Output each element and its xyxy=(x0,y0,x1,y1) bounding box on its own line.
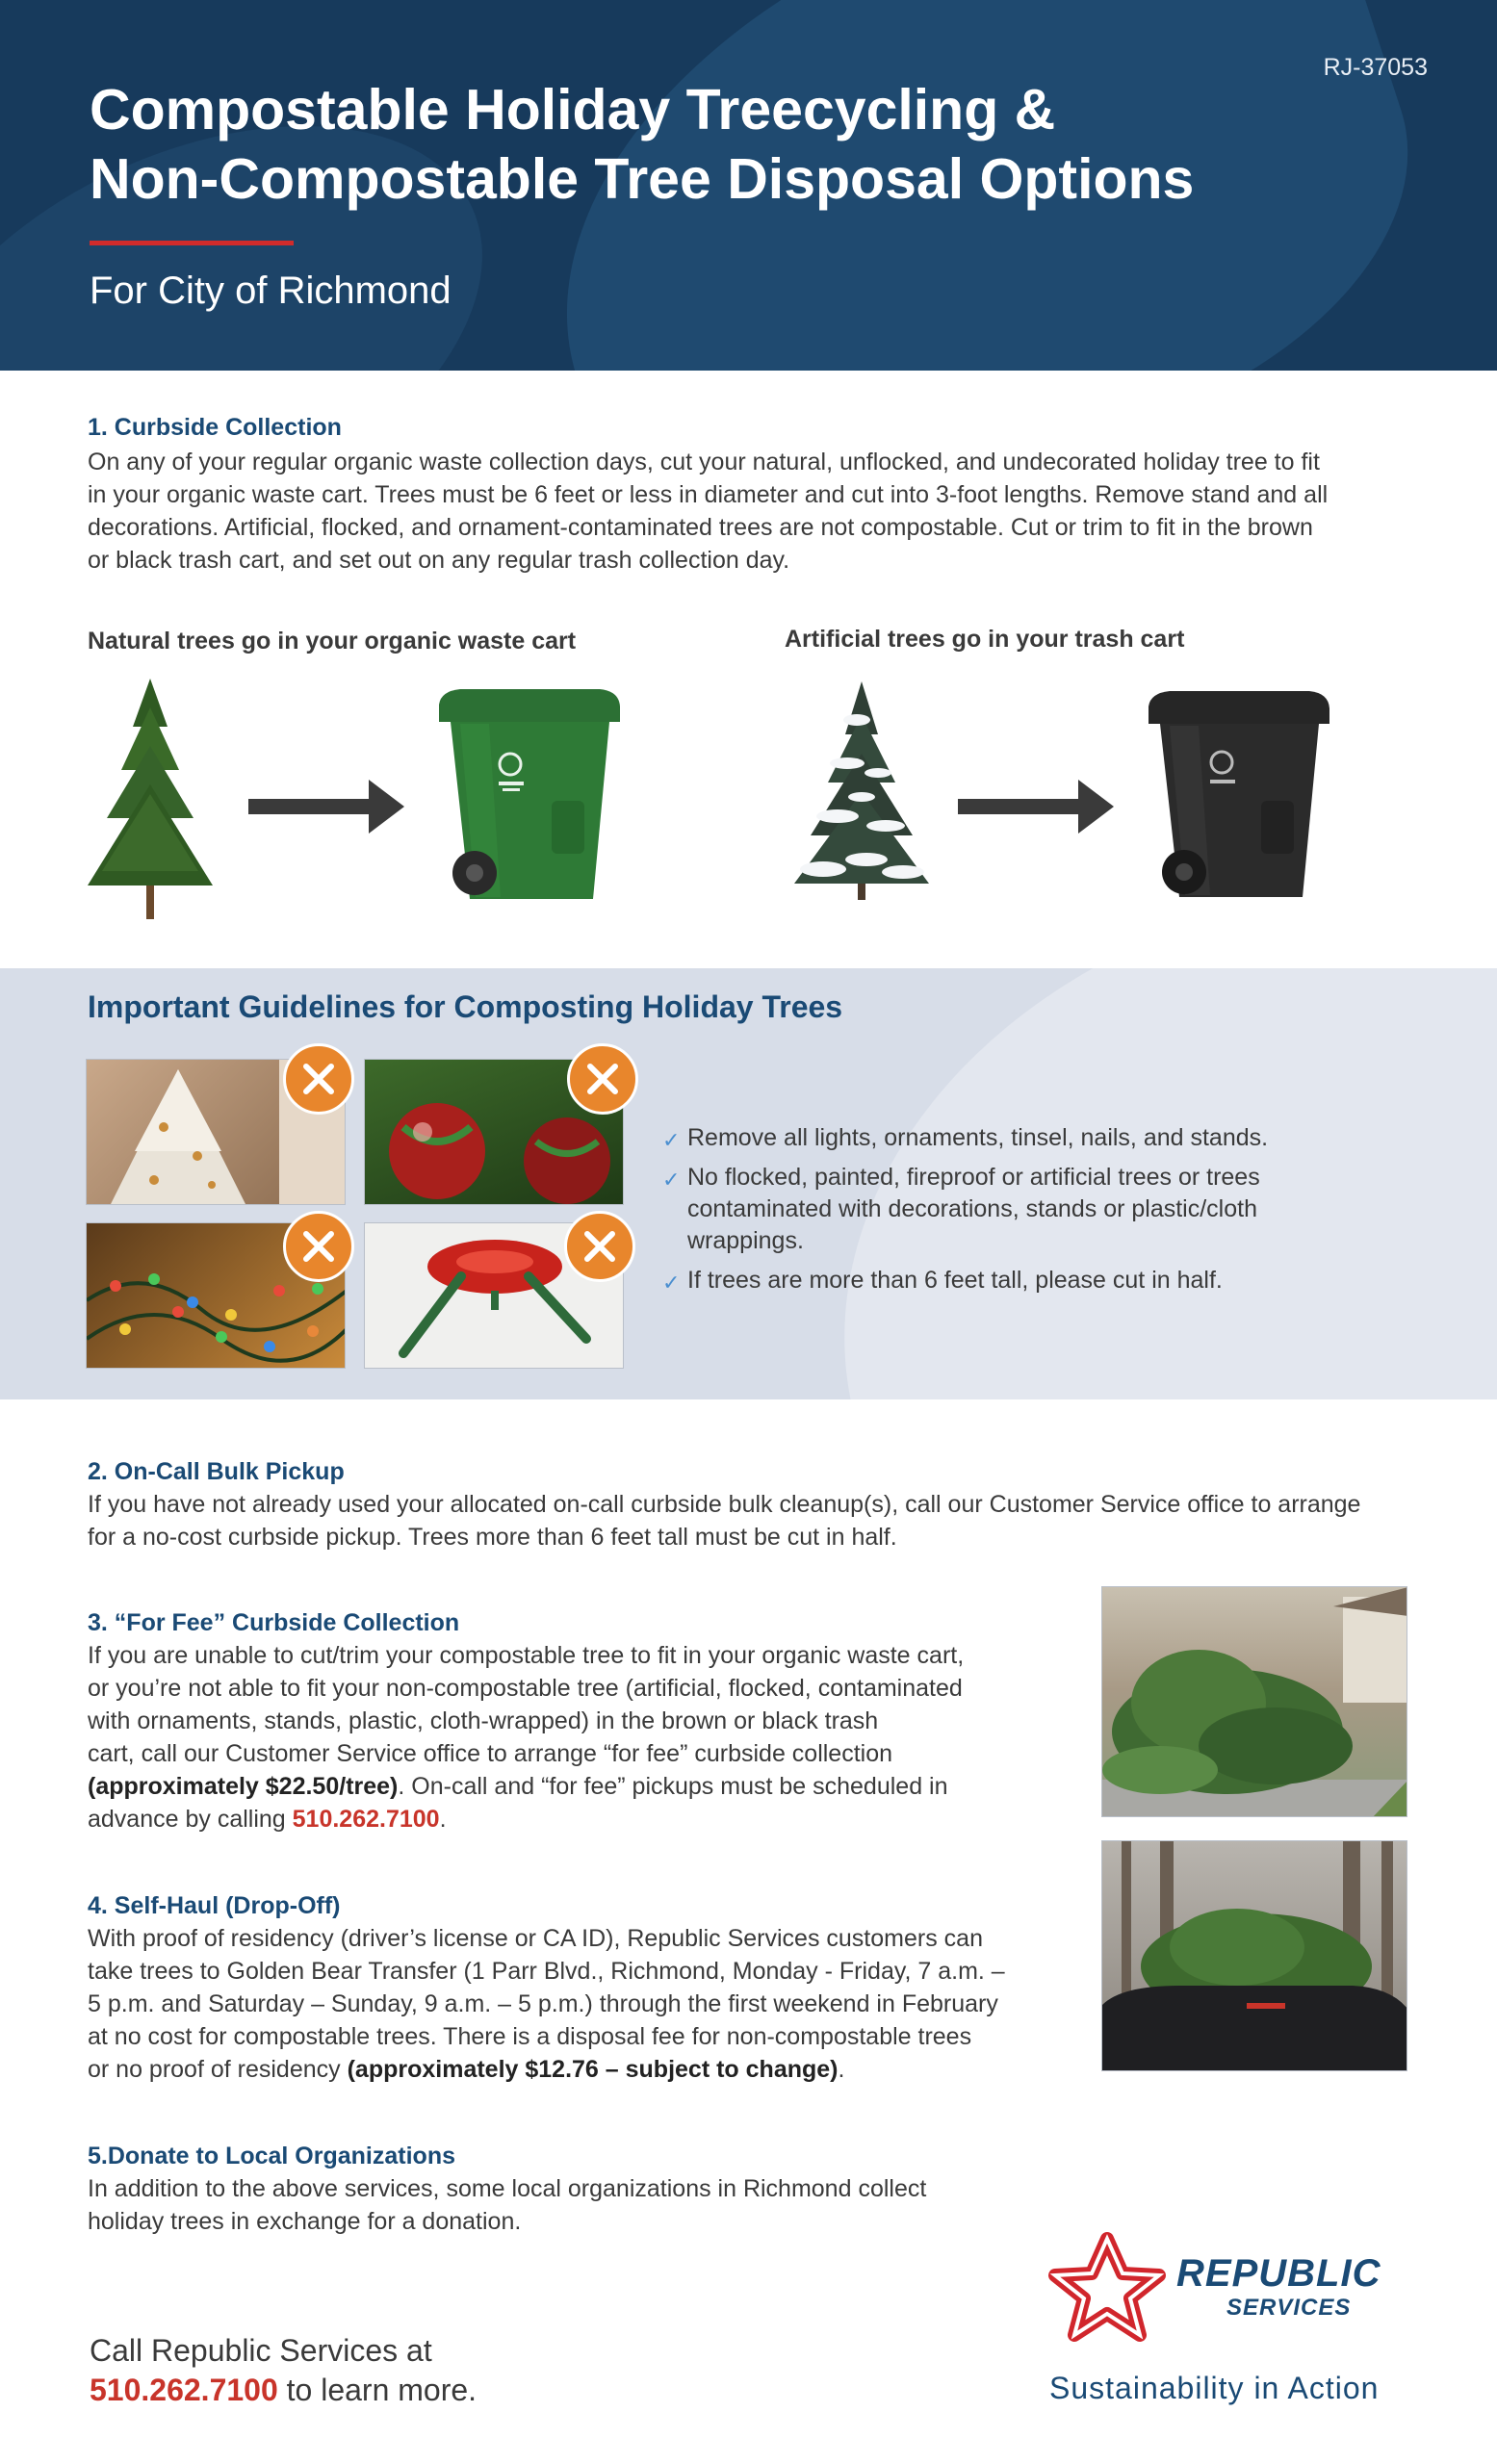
artificial-tree-icon xyxy=(789,681,934,903)
text-line: at no cost for compostable trees. There is a disposal fee for non-compostable trees xyxy=(88,2023,972,2050)
text-line: If you are unable to cut/trim your compostable tree to fit in your organic waste cart, xyxy=(88,1642,965,1669)
text-fragment: to learn more. xyxy=(277,2373,477,2407)
close-icon xyxy=(301,1229,336,1264)
tree-pile-photo xyxy=(1101,1586,1407,1817)
guideline-text: No flocked, painted, fireproof or artificial trees or trees contaminated with decorations, stands or plastic/cloth wrappings. xyxy=(687,1164,1260,1254)
section-bulk-pickup-body xyxy=(88,1488,1360,1553)
text-line: decorations. Artificial, flocked, and ornament-contaminated trees are not compostable. Cut or trim to fit in the brown xyxy=(88,514,1313,541)
text-line: With proof of residency (driver’s license or CA ID), Republic Services customers can xyxy=(88,1925,983,1952)
close-icon xyxy=(585,1062,620,1096)
logo-wordmark-sub: SERVICES xyxy=(1226,2295,1352,2321)
text-line xyxy=(88,2053,1005,2086)
fee-amount: (approximately $22.50/tree) xyxy=(88,1773,399,1800)
text-fragment: . On-call and “for fee” pickups must be scheduled in xyxy=(398,1773,948,1800)
call-to-action xyxy=(90,2331,477,2410)
document-code: RJ-37053 xyxy=(1323,54,1428,81)
logo-wordmark: REPUBLIC xyxy=(1176,2252,1381,2295)
not-allowed-badge xyxy=(283,1043,354,1115)
text-line: or you’re not able to fit your non-compostable tree (artificial, flocked, contaminated xyxy=(88,1675,963,1702)
text-line: in your organic waste cart. Trees must be 6 feet or less in diameter and cut into 3-foot lengths. Remove stand and all xyxy=(88,481,1329,508)
text-line: or black trash cart, and set out on any regular trash collection day. xyxy=(88,547,790,574)
text-fragment: . xyxy=(439,1806,447,1833)
section-donate-title: 5.Donate to Local Organizations xyxy=(88,2143,455,2169)
text-line: cart, call our Customer Service office to arrange “for fee” curbside collection xyxy=(88,1740,893,1767)
section-curbside-title: 1. Curbside Collection xyxy=(88,414,342,441)
section-for-fee-body xyxy=(88,1639,964,1835)
guideline-text: If trees are more than 6 feet tall, please cut in half. xyxy=(687,1267,1223,1294)
trash-cart-icon xyxy=(1141,687,1333,913)
tagline: Sustainability in Action xyxy=(1049,2371,1380,2405)
text-line: If you have not already used your allocated on-call curbside bulk cleanup(s), call our Customer Service office to arrange xyxy=(88,1491,1361,1518)
republic-star-logo-icon xyxy=(1047,2231,1168,2345)
list-item xyxy=(662,1162,1336,1257)
check-icon: ✓ xyxy=(662,1270,681,1295)
text-line xyxy=(88,1770,964,1803)
text-line xyxy=(88,1803,964,1835)
section-self-haul-body xyxy=(88,1922,1005,2086)
close-icon xyxy=(582,1229,617,1264)
phone-number: 510.262.7100 xyxy=(90,2373,278,2407)
text-line: with ornaments, stands, plastic, cloth-wrapped) in the brown or black trash xyxy=(88,1707,879,1734)
text-fragment: . xyxy=(838,2056,845,2083)
caption-artificial-trees: Artificial trees go in your trash cart xyxy=(785,626,1185,653)
tree-on-car-photo xyxy=(1101,1840,1407,2071)
list-item xyxy=(662,1122,1336,1154)
not-allowed-badge xyxy=(567,1043,638,1115)
section-curbside-body xyxy=(88,446,1328,577)
title-underline xyxy=(90,241,294,245)
text-fragment: advance by calling xyxy=(88,1806,293,1833)
check-icon: ✓ xyxy=(662,1128,681,1152)
section-donate-body xyxy=(88,2172,926,2238)
guidelines-title: Important Guidelines for Composting Holiday Trees xyxy=(88,989,843,1024)
list-item xyxy=(662,1265,1336,1296)
guidelines-list xyxy=(662,1122,1336,1304)
arrow-right-icon xyxy=(248,778,407,835)
section-bulk-pickup-title: 2. On-Call Bulk Pickup xyxy=(88,1458,345,1485)
tree-on-car-image xyxy=(1102,1841,1407,2071)
text-line: holiday trees in exchange for a donation. xyxy=(88,2208,522,2235)
page-subtitle: For City of Richmond xyxy=(90,270,452,312)
header-banner xyxy=(0,0,1497,371)
text-line: 5 p.m. and Saturday – Sunday, 9 a.m. – 5 p.m.) through the first weekend in February xyxy=(88,1990,998,2017)
curbside-tree-pile-image xyxy=(1102,1587,1407,1817)
section-self-haul-title: 4. Self-Haul (Drop-Off) xyxy=(88,1892,341,1919)
arrow-right-icon xyxy=(958,778,1117,835)
fee-amount: (approximately $12.76 – subject to change) xyxy=(347,2056,839,2083)
page-title xyxy=(90,75,1341,214)
call-line-2 xyxy=(90,2371,477,2410)
text-line: On any of your regular organic waste collection days, cut your natural, unflocked, and undecorated holiday tree to fit xyxy=(88,449,1320,475)
text-fragment: or no proof of residency xyxy=(88,2056,348,2083)
organic-waste-cart-icon xyxy=(431,685,624,916)
check-icon: ✓ xyxy=(662,1168,681,1192)
natural-tree-icon xyxy=(83,679,218,919)
caption-natural-trees: Natural trees go in your organic waste cart xyxy=(88,628,577,654)
text-line: for a no-cost curbside pickup. Trees more than 6 feet tall must be cut in half. xyxy=(88,1524,897,1551)
text-line: take trees to Golden Bear Transfer (1 Parr Blvd., Richmond, Monday - Friday, 7 a.m. – xyxy=(88,1958,1005,1985)
text-line: In addition to the above services, some local organizations in Richmond collect xyxy=(88,2175,927,2202)
call-line: Call Republic Services at xyxy=(90,2333,432,2368)
close-icon xyxy=(301,1062,336,1096)
phone-number: 510.262.7100 xyxy=(292,1806,440,1833)
guideline-text: Remove all lights, ornaments, tinsel, nails, and stands. xyxy=(687,1124,1269,1151)
title-line-2: Non-Compostable Tree Disposal Options xyxy=(90,147,1195,211)
title-line-1: Compostable Holiday Treecycling & xyxy=(90,78,1056,141)
not-allowed-badge xyxy=(564,1211,635,1282)
section-for-fee-title: 3. “For Fee” Curbside Collection xyxy=(88,1609,460,1636)
not-allowed-badge xyxy=(283,1211,354,1282)
